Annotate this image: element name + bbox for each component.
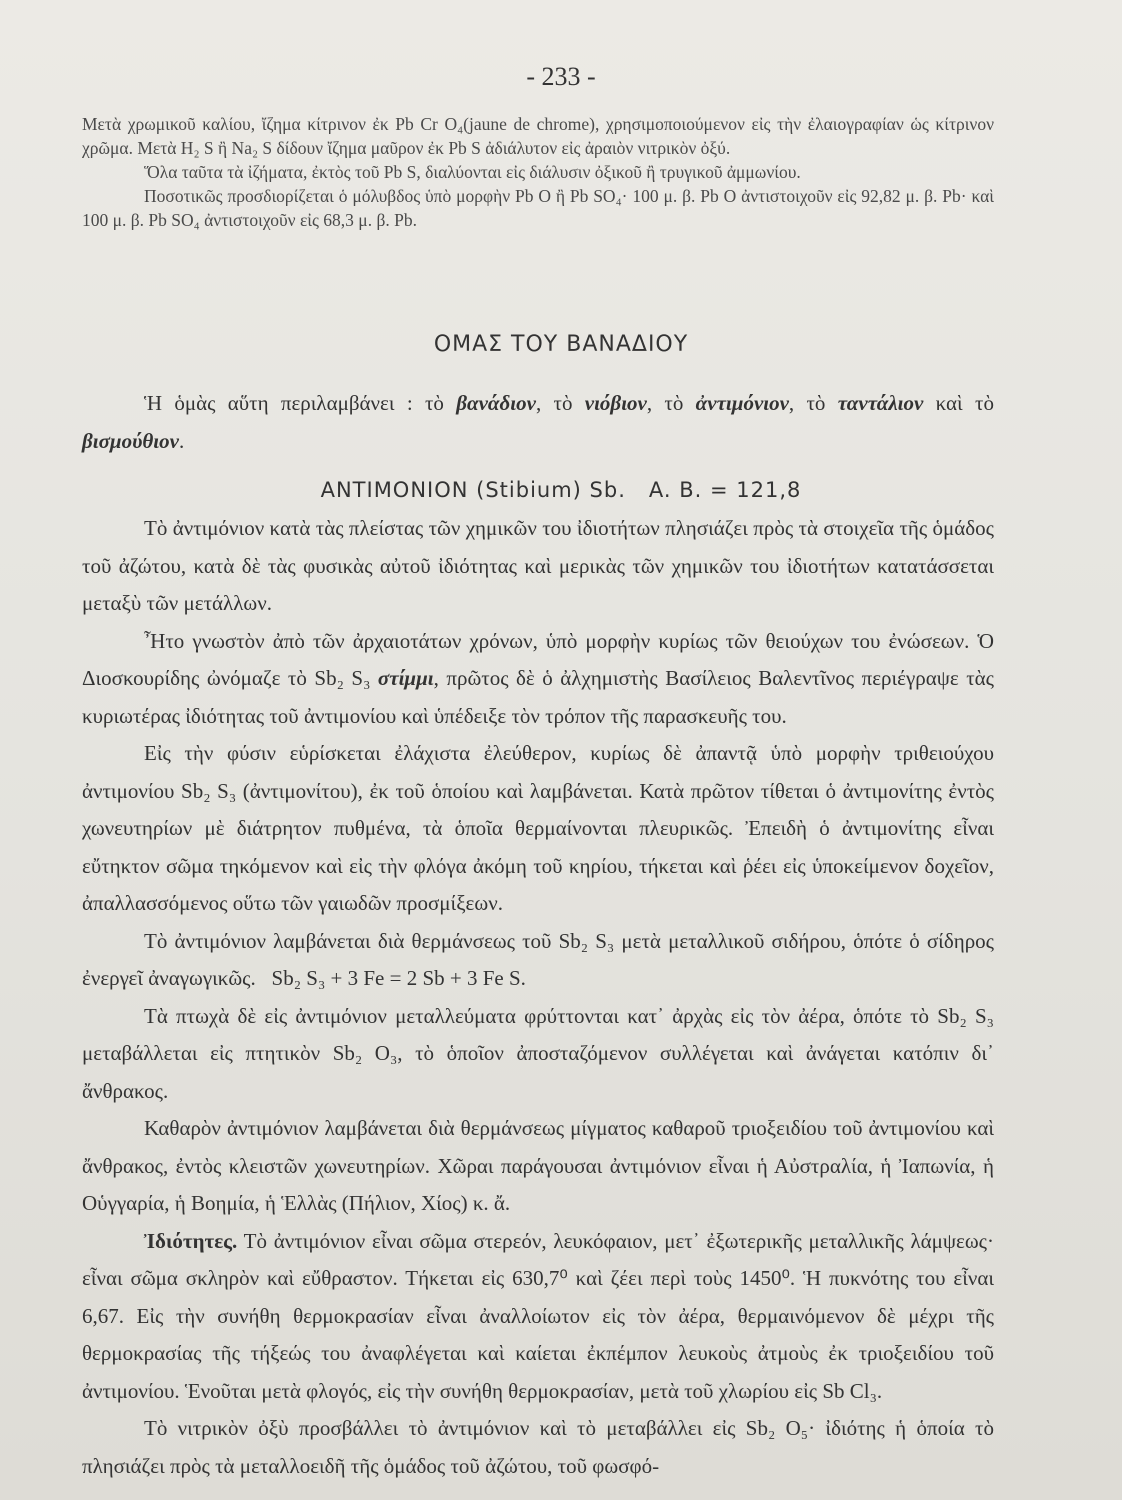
term-vanadium: βανάδιον	[456, 391, 536, 415]
group-heading: ΟΜΑΣ ΤΟΥ ΒΑΝΑΔΙΟΥ	[433, 332, 689, 357]
term-antimony: ἀντιμόνιον	[695, 391, 789, 415]
paragraph-nitric: Τὸ νιτρικὸν ὀξὺ προσβάλλει τὸ ἀντιμόνιον καὶ τὸ μεταβάλλει εἰς Sb₂ O₅· ἰδιότης ἡ ὁποία τὸ πλησιάζει πρὸς τὰ μεταλλοειδῆ τῆς ὁμάδος τοῦ ἀζώτου, τοῦ φωσφό-	[82, 1416, 994, 1478]
element-heading: ANTIMONION (Stibium) Sb. A. B. = 121,8	[320, 478, 802, 502]
intro-sep-2: , τὸ	[646, 391, 696, 415]
term-bismuth: βισμούθιον	[82, 428, 179, 453]
top-section	[82, 112, 994, 232]
paragraph-properties: Ἰδιότητες. Τὸ ἀντιμόνιον εἶναι σῶμα στερεόν, λευκόφαιον, μετ᾽ ἐξωτερικῆς μεταλλικῆς λάμψεως· εἶναι σῶμα σκληρὸν καὶ εὔθραστον. Τήκεται εἰς 630,7⁰ καὶ ζέει περὶ τοὺς 1450⁰. Ἡ πυκνότης του εἶναι 6,67. Εἰς τὴν συνήθη θερμοκρασίαν εἶναι ἀναλλοίωτον εἰς τὸν ἀέρα, θερμαινόμενον δὲ μέχρι τῆς θερμοκρασίας τῆς τήξεώς του ἀναφλέγεται καὶ καίεται ἐκπέμπον λευκοὺς ἀτμοὺς ἐκ τριοξειδίου τοῦ ἀντιμονίου. Ἑνοῦται μετὰ φλογός, εἰς τὴν συνήθη θερμοκρασίαν, μετὰ τοῦ χλωρίου εἰς Sb Cl₃.	[82, 1228, 994, 1403]
intro-lead: Ἡ ὁμὰς αὕτη περιλαμβάνει : τὸ	[144, 391, 457, 415]
paragraph-intro: Τὸ ἀντιμόνιον κατὰ τὰς πλείστας τῶν χημικῶν του ἰδιοτήτων πλησιάζει πρὸς τὰ στοιχεῖα τῆς ὁμάδος τοῦ ἀζώτου, κατὰ δὲ τὰς φυσικὰς αὐτοῦ ἰδιότητας καὶ μερικὰς τῶν χημικῶν του ἰδιοτήτων κατατάσσεται μεταξὺ τῶν μετάλλων.	[82, 516, 994, 615]
paragraph-solubility: Ὅλα ταῦτα τὰ ἰζήματα, ἐκτὸς τοῦ Pb S, διαλύονται εἰς διάλυσιν ὀξικοῦ ἢ τρυγικοῦ ἀμμωνίου.	[144, 162, 801, 182]
paragraph-reduction: Τὸ ἀντιμόνιον λαμβάνεται διὰ θερμάνσεως τοῦ Sb₂ S₃ μετὰ μεταλλικοῦ σιδήρου, ὁπότε ὁ σίδηρος ἐνεργεῖ ἀναγωγικῶς. Sb₂ S₃ + 3 Fe = 2 Sb + 3 Fe S.	[82, 928, 994, 990]
paragraph-history: Ἦτο γνωστὸν ἀπὸ τῶν ἀρχαιοτάτων χρόνων, ὑπὸ μορφὴν κυρίως τῶν θειούχων του ἐνώσεων. Ὁ Διοσκουρίδης ὠνόμαζε τὸ Sb₂ S₃ στίμμι, πρῶτος δὲ ὁ ἀλχημιστὴς Βασίλειος Βαλεντῖνος περιέγραψε τὰς κυριωτέρας ἰδιότητας τοῦ ἀντιμονίου καὶ ὑπέδειξε τὸν τρόπον τῆς παρασκευῆς του.	[82, 628, 994, 728]
page-number: - 233 -	[526, 62, 596, 91]
main-text	[82, 510, 994, 1485]
section-title-properties: Ἰδιότητες.	[144, 1228, 238, 1253]
term-niobium: νιόβιον	[584, 391, 647, 415]
term-stimmi: στίμμι	[377, 666, 434, 690]
group-intro	[82, 385, 994, 460]
paragraph-quantitative: Ποσοτικῶς προσδιορίζεται ὁ μόλυβδος ὑπὸ μορφὴν Pb O ἢ Pb SO₄· 100 μ. β. Pb O ἀντιστοιχοῦν εἰς 92,82 μ. β. Pb· καὶ 100 μ. β. Pb SO₄ ἀντιστοιχοῦν εἰς 68,3 μ. β. Pb.	[82, 186, 994, 230]
reaction-formula: Sb₂ S₃ + 3 Fe = 2 Sb + 3 Fe S.	[271, 966, 526, 990]
paragraph-occurrence: Εἰς τὴν φύσιν εὑρίσκεται ἐλάχιστα ἐλεύθερον, κυρίως δὲ ἀπαντᾷ ὑπὸ μορφὴν τριθειούχου ἀντιμονίου Sb₂ S₃ (ἀντιμονίτου), ἐκ τοῦ ὁποίου καὶ λαμβάνεται. Κατὰ πρῶτον τίθεται ὁ ἀντιμονίτης ἐντὸς χωνευτηρίων μὲ διάτρητον πυθμένα, τὰ ὁποῖα θερμαίνονται πλευρικῶς. Ἐπειδὴ ὁ ἀντιμονίτης εἶναι εὔτηκτον σῶμα τηκόμενον καὶ εἰς τὴν φλόγα ἀκόμη τοῦ κηρίου, τήκεται καὶ ῥέει εἰς ὑποκείμενον δοχεῖον, ἀπαλλασσόμενος οὕτω τῶν γαιωδῶν προσμίξεων.	[82, 741, 994, 915]
intro-sep-3: , τὸ	[788, 391, 838, 415]
paragraph-pure: Καθαρὸν ἀντιμόνιον λαμβάνεται διὰ θερμάνσεως μίγματος καθαροῦ τριοξειδίου τοῦ ἀντιμονίου καὶ ἄνθρακος, ἐντὸς κλειστῶν χωνευτηρίων. Χῶραι παράγουσαι ἀντιμόνιον εἶναι ἡ Αὐστραλία, ἡ Ἰαπωνία, ἡ Οὑγγαρία, ἡ Βοημία, ἡ Ἑλλὰς (Πήλιον, Χίος) κ. ἄ.	[82, 1116, 994, 1215]
paragraph-chromate: Μετὰ χρωμικοῦ καλίου, ἴζημα κίτρινον ἐκ Pb Cr O₄(jaune de chrome), χρησιμοποιούμενον εἰς τὴν ἐλαιογραφίαν ὡς κίτρινον χρῶμα. Μετὰ H₂ S ἢ Na₂ S δίδουν ἴζημα μαῦρον ἐκ Pb S ἀδιάλυτον εἰς ἀραιὸν νιτρικὸν ὀξύ.	[82, 114, 994, 158]
intro-end: .	[178, 428, 185, 453]
intro-sep-4: καὶ τὸ	[923, 391, 994, 415]
paragraph-roasting: Τὰ πτωχὰ δὲ εἰς ἀντιμόνιον μεταλλεύματα φρύττονται κατ᾽ ἀρχὰς εἰς τὸν ἀέρα, ὁπότε τὸ Sb₂ S₃ μεταβάλλεται εἰς πτητικὸν Sb₂ O₃, τὸ ὁποῖον ἀποσταζόμενον συλλέγεται καὶ ἀνάγεται κατόπιν δι᾽ ἄνθρακος.	[82, 1003, 994, 1103]
intro-sep-1: , τὸ	[535, 391, 585, 415]
term-tantalum: ταντάλιον	[837, 391, 924, 415]
